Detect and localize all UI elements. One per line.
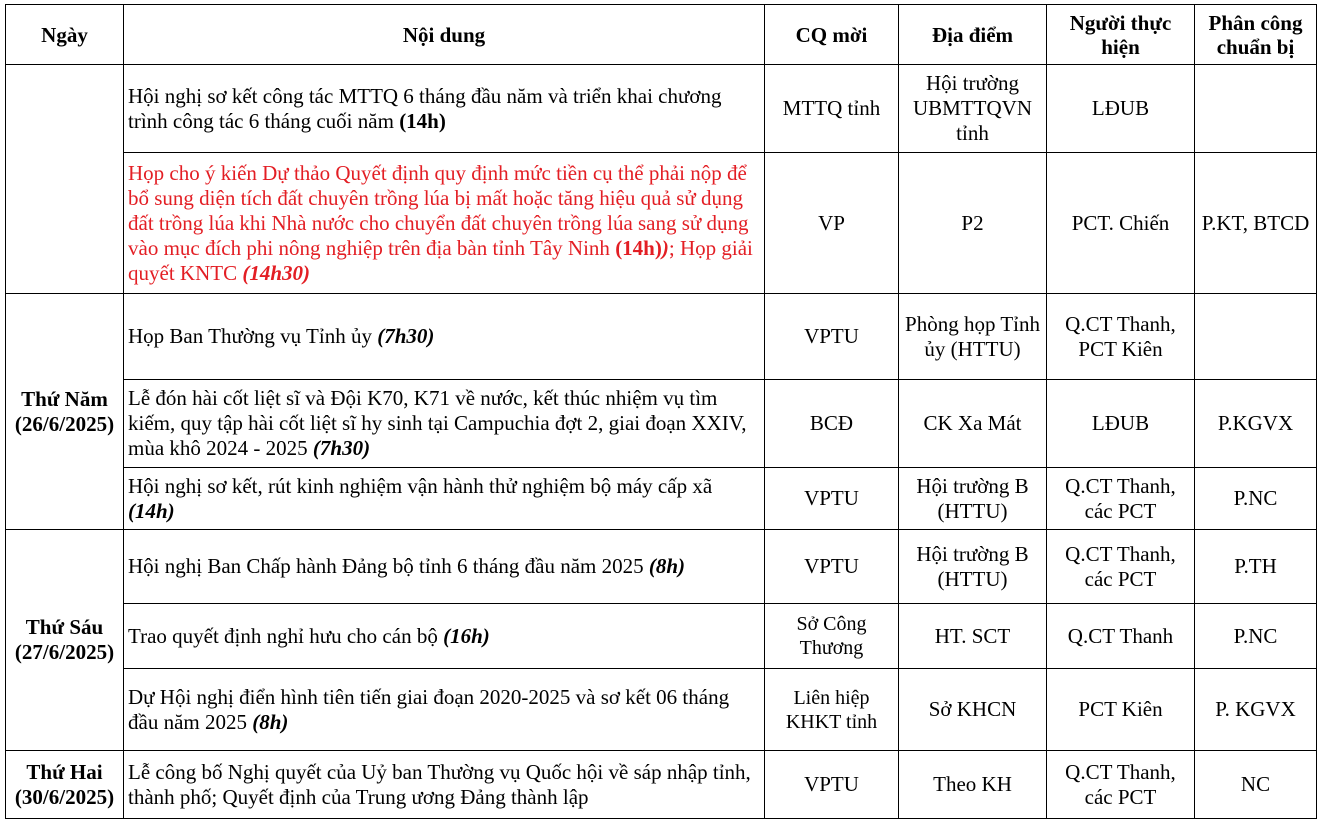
- content-text: Trao quyết định nghỉ hưu cho cán bộ: [128, 623, 444, 648]
- table-row: [6, 751, 1317, 819]
- content-time-tail: ): [661, 235, 669, 260]
- day-name: Thứ Năm: [21, 386, 108, 411]
- location-cell: Sở KHCN: [899, 669, 1047, 751]
- header-date: Ngày: [6, 5, 124, 65]
- inviter-cell: VPTU: [765, 751, 899, 819]
- performer-cell: Q.CT Thanh, các PCT: [1047, 751, 1195, 819]
- schedule-table: [5, 4, 1317, 819]
- inviter-cell: VPTU: [765, 468, 899, 530]
- prep-cell: P.NC: [1195, 468, 1317, 530]
- inviter-cell: VPTU: [765, 530, 899, 604]
- table-row: [6, 294, 1317, 380]
- day-date: (27/6/2025): [14, 640, 115, 664]
- table-row: [6, 604, 1317, 669]
- content-text: Hội nghị sơ kết công tác MTTQ 6 tháng đầu năm và triển khai chương trình công tác 6 tháng cuối năm: [128, 83, 722, 133]
- content-cell: [124, 294, 765, 380]
- inviter-cell: VPTU: [765, 294, 899, 380]
- prep-cell: [1195, 65, 1317, 153]
- day-cell: [6, 530, 124, 751]
- content-cell-highlighted: [124, 153, 765, 294]
- inviter-cell: VP: [765, 153, 899, 294]
- inviter-cell: MTTQ tỉnh: [765, 65, 899, 153]
- location-cell: HT. SCT: [899, 604, 1047, 669]
- performer-cell: PCT. Chiến: [1047, 153, 1195, 294]
- table-row: [6, 380, 1317, 468]
- performer-cell: Q.CT Thanh, các PCT: [1047, 468, 1195, 530]
- content-cell: [124, 751, 765, 819]
- day-cell: [6, 294, 124, 530]
- location-cell: Hội trường B (HTTU): [899, 530, 1047, 604]
- content-text-2: ; Họp giải quyết KNTC: [128, 235, 753, 285]
- table-row: [6, 65, 1317, 153]
- performer-cell: LĐUB: [1047, 65, 1195, 153]
- prep-cell: P.TH: [1195, 530, 1317, 604]
- day-date: (26/6/2025): [14, 411, 115, 436]
- content-text: Lễ công bố Nghị quyết của Uỷ ban Thường vụ Quốc hội về sáp nhập tỉnh, thành phố; Quyết định của Trung ương Đảng thành lập: [128, 759, 751, 809]
- table-row: [6, 669, 1317, 751]
- performer-cell: Q.CT Thanh, PCT Kiên: [1047, 294, 1195, 380]
- table-row: [6, 153, 1317, 294]
- location-cell: Phòng họp Tỉnh ủy (HTTU): [899, 294, 1047, 380]
- content-cell: [124, 530, 765, 604]
- content-text: Họp Ban Thường vụ Tỉnh ủy: [128, 324, 378, 348]
- header-row: [6, 5, 1317, 65]
- performer-cell: Q.CT Thanh, các PCT: [1047, 530, 1195, 604]
- content-cell: [124, 669, 765, 751]
- day-cell: [6, 751, 124, 819]
- content-time: (14h): [615, 235, 662, 260]
- day-date: (30/6/2025): [14, 784, 115, 809]
- header-content: Nội dung: [124, 5, 765, 65]
- content-text: Hội nghị sơ kết, rút kinh nghiệm vận hành thử nghiệm bộ máy cấp xã: [128, 473, 713, 498]
- content-cell: [124, 380, 765, 468]
- table-row: [6, 530, 1317, 604]
- header-location: Địa điểm: [899, 5, 1047, 65]
- location-cell: Theo KH: [899, 751, 1047, 819]
- performer-cell: PCT Kiên: [1047, 669, 1195, 751]
- content-time: (7h30): [312, 436, 371, 460]
- day-name: Thứ Hai: [26, 759, 103, 784]
- prep-cell: P.KGVX: [1195, 380, 1317, 468]
- inviter-cell: Liên hiệp KHKT tỉnh: [765, 669, 899, 751]
- content-text: Họp cho ý kiến Dự thảo Quyết định quy định mức tiền cụ thể phải nộp để bổ sung diện tích đất chuyên trồng lúa bị mất hoặc tăng hiệu quả sử dụng đất trồng lúa khi Nhà nước cho chuyển đất chuyên trồng lúa sang sử dụng vào mục đích phi nông nghiệp trên địa bàn tỉnh Tây Ninh: [128, 160, 749, 260]
- header-inviter: CQ mời: [765, 5, 899, 65]
- prep-cell: NC: [1195, 751, 1317, 819]
- inviter-cell: BCĐ: [765, 380, 899, 468]
- location-cell: Hội trường UBMTTQVN tỉnh: [899, 65, 1047, 153]
- content-cell: [124, 65, 765, 153]
- prep-cell: P. KGVX: [1195, 669, 1317, 751]
- location-cell: CK Xa Mát: [899, 380, 1047, 468]
- content-time: (8h): [648, 554, 686, 578]
- prep-cell: P.KT, BTCD: [1195, 153, 1317, 294]
- prep-cell: P.NC: [1195, 604, 1317, 669]
- location-cell: Hội trường B (HTTU): [899, 468, 1047, 530]
- header-performer: Người thực hiện: [1047, 5, 1195, 65]
- inviter-cell: Sở Công Thương: [765, 604, 899, 669]
- performer-cell: LĐUB: [1047, 380, 1195, 468]
- location-cell: P2: [899, 153, 1047, 294]
- content-cell: [124, 604, 765, 669]
- content-time: (14h): [399, 108, 446, 133]
- table-row: [6, 468, 1317, 530]
- header-prep: Phân công chuẩn bị: [1195, 5, 1317, 65]
- day-name: Thứ Sáu: [25, 615, 104, 639]
- day-cell: [6, 65, 124, 294]
- performer-cell: Q.CT Thanh: [1047, 604, 1195, 669]
- content-text: Lễ đón hài cốt liệt sĩ và Đội K70, K71 về nước, kết thúc nhiệm vụ tìm kiếm, quy tập hài cốt liệt sĩ hy sinh tại Campuchia đợt 2, giai đoạn XXIV, mùa khô 2024 - 2025: [128, 386, 747, 460]
- prep-cell: [1195, 294, 1317, 380]
- content-cell: [124, 468, 765, 530]
- content-time: (16h): [443, 623, 490, 648]
- content-time: (14h): [128, 498, 175, 523]
- content-time-2: (14h30): [242, 260, 310, 285]
- content-text: Dự Hội nghị điển hình tiên tiến giai đoạn 2020-2025 và sơ kết 06 tháng đầu năm 2025: [128, 684, 730, 734]
- content-time: (8h): [252, 709, 289, 734]
- content-time: (7h30): [377, 324, 435, 348]
- content-text: Hội nghị Ban Chấp hành Đảng bộ tỉnh 6 tháng đầu năm 2025: [128, 554, 649, 578]
